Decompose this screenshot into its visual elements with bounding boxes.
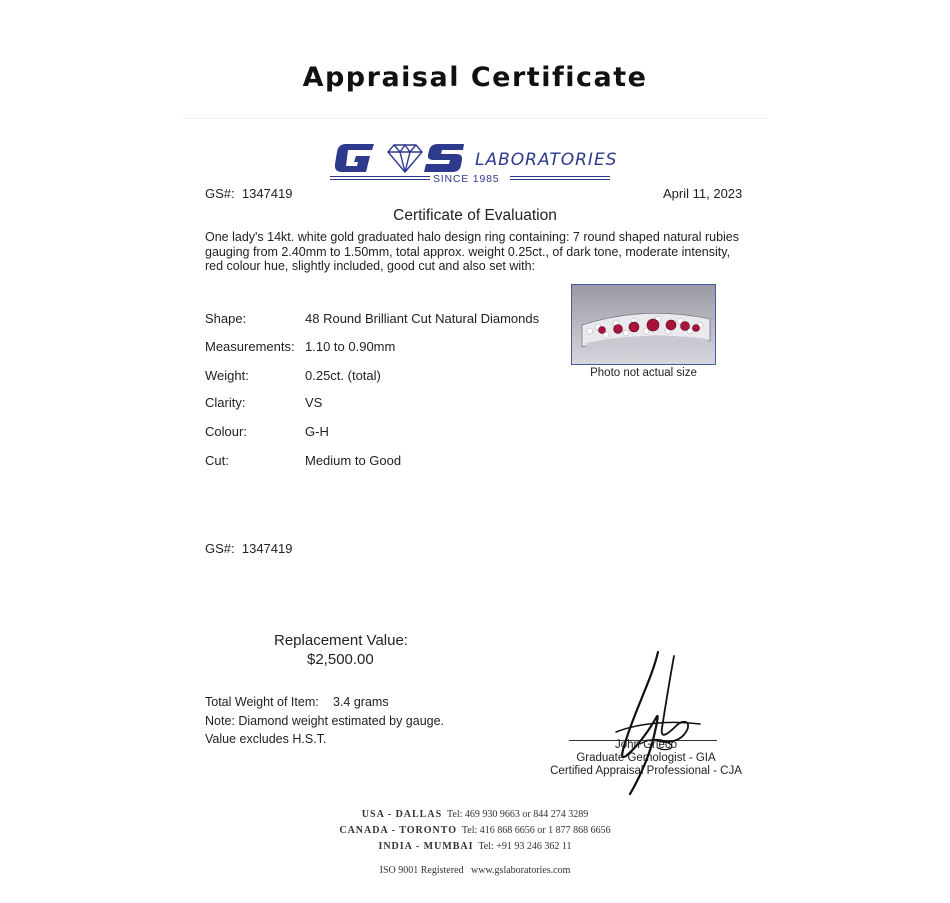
spec-value-clarity: VS	[305, 395, 323, 410]
gs-number-label: GS#:	[205, 186, 235, 201]
spec-label-weight: Weight:	[205, 368, 249, 383]
footer-usa-tel: Tel: 469 930 9663 or 844 274 3289	[446, 809, 589, 820]
diamond-weight-note: Note: Diamond weight estimated by gauge.	[205, 714, 445, 728]
logo-letter-g	[335, 144, 374, 172]
replacement-value-label: Replacement Value:	[274, 632, 408, 649]
signatory-title-gia: Graduate Gemologist - GIA	[576, 752, 716, 764]
footer-canada-city: CANADA - TORONTO	[339, 825, 458, 836]
gs-number-value: 1347419	[241, 186, 293, 201]
spec-value-measurements: 1.10 to 0.90mm	[305, 339, 396, 354]
footer-canada	[0, 825, 950, 836]
ring-photo	[571, 284, 716, 365]
logo-line-top	[330, 176, 430, 177]
footer-india-tel: Tel: +91 93 246 362 11	[478, 841, 572, 852]
total-weight-label: Total Weight of Item:	[205, 695, 319, 709]
total-weight-value: 3.4 grams	[333, 695, 389, 709]
footer-usa	[0, 809, 950, 820]
page-heading: Appraisal Certificate	[302, 62, 648, 93]
photo-caption: Photo not actual size	[590, 367, 697, 379]
hst-note: Value excludes H.S.T.	[205, 732, 327, 746]
handwritten-signature	[596, 648, 706, 798]
spec-label-cut: Cut:	[205, 453, 229, 468]
spec-label-colour: Colour:	[205, 424, 247, 439]
spec-label-clarity: Clarity:	[205, 395, 246, 410]
certificate-title: Certificate of Evaluation	[393, 207, 557, 224]
logo-line-bottom	[330, 179, 430, 180]
logo-line-top-right	[510, 176, 610, 177]
footer-iso-website	[0, 865, 950, 876]
logo-line-bottom-right	[510, 179, 610, 180]
signatory-title-cja: Certified Appraisal Professional - CJA	[550, 765, 742, 777]
footer-canada-tel: Tel: 416 868 6656 or 1 877 868 6656	[461, 825, 611, 836]
logo-letter-s	[424, 144, 464, 172]
footer-usa-city: USA - DALLAS	[361, 809, 443, 820]
footer-india	[0, 841, 950, 852]
sheet-edge	[182, 118, 768, 119]
certificate-date: April 11, 2023	[663, 186, 743, 201]
spec-value-colour: G-H	[305, 424, 329, 439]
gs-number-label: GS#:	[205, 541, 235, 556]
logo-since-text: SINCE 1985	[433, 173, 500, 185]
spec-label-measurements: Measurements:	[205, 339, 295, 354]
footer-iso: ISO 9001 Registered	[379, 865, 464, 876]
gs-number-value: 1347419	[241, 541, 293, 556]
gs-number-top	[205, 186, 292, 201]
footer-india-city: INDIA - MUMBAI	[378, 841, 474, 852]
spec-value-weight: 0.25ct. (total)	[305, 368, 381, 383]
spec-value-shape: 48 Round Brilliant Cut Natural Diamonds	[305, 311, 540, 326]
gs-number-bottom	[205, 541, 292, 556]
ring-illustration	[572, 285, 716, 365]
footer-website[interactable]: www.gslaboratories.com	[471, 865, 571, 876]
replacement-value-amount: $2,500.00	[307, 651, 374, 668]
signatory-name: John Grieco	[614, 739, 677, 751]
certificate-description: One lady's 14kt. white gold graduated halo design ring containing: 7 round shaped natural rubies gauging from 2.40mm to 1.50mm, total approx. weight 0.25ct., of dark tone, moderate intensity, red colour hue, slightly included, good cut and also set with:	[205, 230, 739, 273]
logo-laboratories-text: LABORATORIES	[475, 150, 618, 170]
spec-label-shape: Shape:	[205, 311, 247, 326]
spec-value-cut: Medium to Good	[305, 453, 402, 468]
diamond-icon	[388, 145, 422, 172]
